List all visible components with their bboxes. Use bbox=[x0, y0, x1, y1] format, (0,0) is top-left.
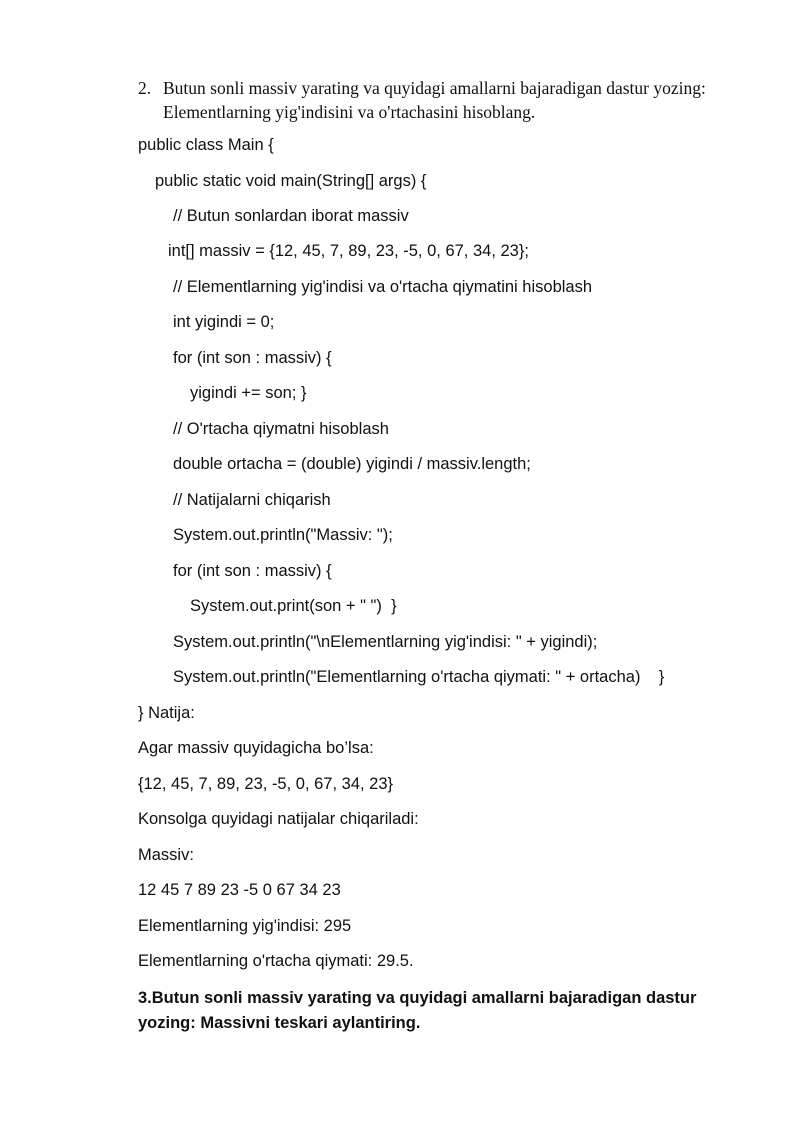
task-3-heading: 3.Butun sonli massiv yarating va quyidagi amallarni bajaradigan dastur yozing: Massivni teskari aylantiring. bbox=[138, 989, 697, 1032]
result-line: Konsolga quyidagi natijalar chiqariladi: bbox=[138, 810, 419, 828]
code-line: int yigindi = 0; bbox=[173, 313, 275, 331]
code-line: double ortacha = (double) yigindi / massiv.length; bbox=[173, 455, 531, 473]
code-comment: // Butun sonlardan iborat massiv bbox=[173, 207, 409, 225]
code-comment: // O'rtacha qiymatni hisoblash bbox=[173, 420, 389, 438]
task-2-heading bbox=[138, 76, 718, 124]
code-line: for (int son : massiv) { bbox=[173, 349, 332, 367]
code-comment: // Natijalarni chiqarish bbox=[173, 491, 331, 509]
code-line: System.out.println("Elementlarning o'rtacha qiymati: " + ortacha) } bbox=[173, 668, 665, 686]
result-line: Massiv: bbox=[138, 846, 194, 864]
code-line: System.out.println("\nElementlarning yig'indisi: " + yigindi); bbox=[173, 633, 598, 651]
code-line: int[] massiv = {12, 45, 7, 89, 23, -5, 0, 67, 34, 23}; bbox=[168, 242, 529, 260]
result-line: Elementlarning yig'indisi: 295 bbox=[138, 917, 352, 935]
code-line: System.out.println("Massiv: "); bbox=[173, 526, 393, 544]
code-line: } Natija: bbox=[138, 704, 195, 722]
task-2-number: 2. bbox=[138, 78, 152, 98]
code-line: public class Main { bbox=[138, 136, 274, 154]
result-line: Elementlarning o'rtacha qiymati: 29.5. bbox=[138, 952, 414, 970]
code-comment: // Elementlarning yig'indisi va o'rtacha qiymatini hisoblash bbox=[173, 278, 593, 296]
code-line: public static void main(String[] args) { bbox=[155, 172, 427, 190]
result-line: {12, 45, 7, 89, 23, -5, 0, 67, 34, 23} bbox=[138, 775, 394, 793]
result-line: Agar massiv quyidagicha bo’lsa: bbox=[138, 739, 374, 757]
code-line: yigindi += son; } bbox=[190, 384, 307, 402]
code-line: System.out.print(son + " ") } bbox=[190, 597, 397, 615]
task-2-text: Butun sonli massiv yarating va quyidagi amallarni bajaradigan dastur yozing: Elementlarning yig'indisini va o'rtachasini hisoblang. bbox=[163, 78, 706, 122]
code-line: for (int son : massiv) { bbox=[173, 562, 332, 580]
result-line: 12 45 7 89 23 -5 0 67 34 23 bbox=[138, 881, 341, 899]
